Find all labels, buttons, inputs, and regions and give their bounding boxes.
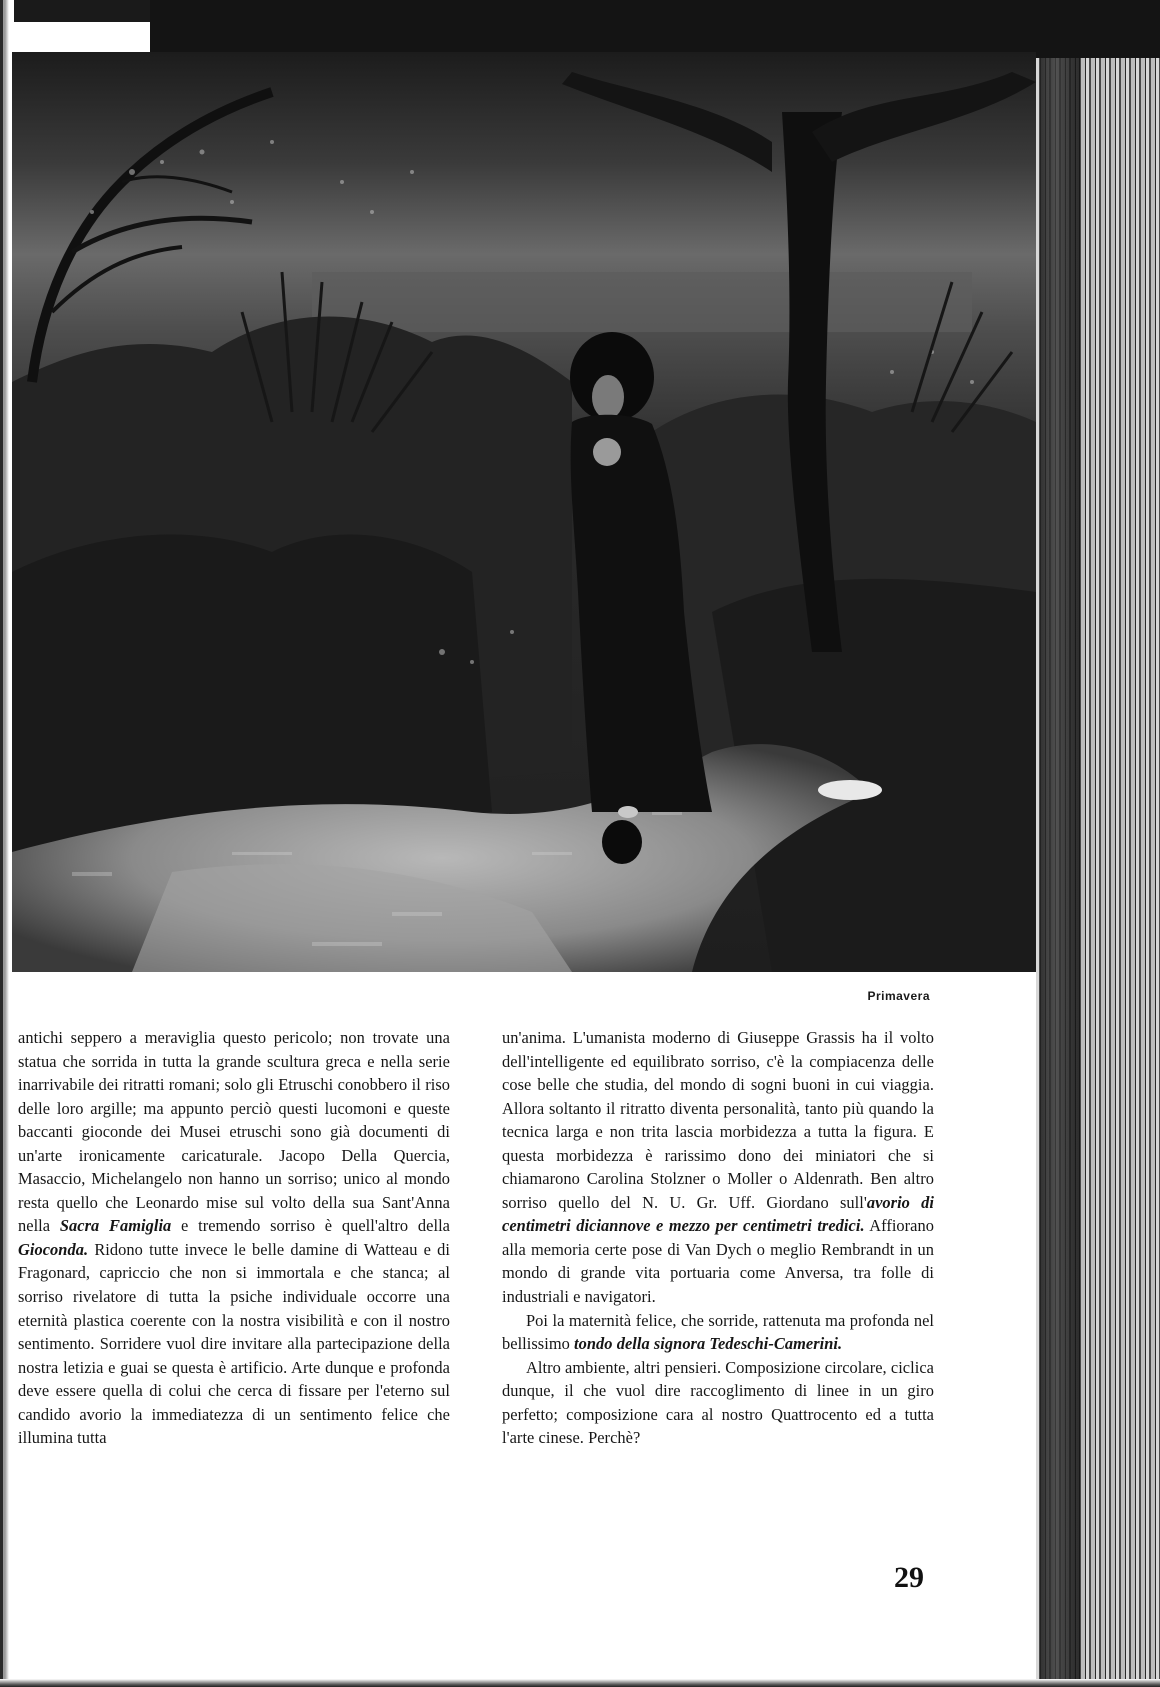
book-spine-shadow (1040, 58, 1080, 1687)
right-p3-text: Altro ambiente, altri pensieri. Composizione circolare, ciclica dunque, il che vuol dire raccoglimento di linee in un giro perfetto; composizione cara al nostro Quattrocento ed a tutta l'arte cinese. Perchè? (502, 1357, 934, 1448)
garden-photograph (12, 52, 1036, 972)
left-text-2: e tremendo sorriso è quell'altro della (181, 1216, 450, 1236)
left-text-1: antichi seppero a meraviglia questo pericolo; non trovate una statua che sorrida in tutta la grande scultura greca e nella serie inarrivabile dei ritratti romani; solo gli Etruschi conobbero il riso delle loro argille; ma appunto perciò questi lucomoni e queste baccanti gioconde dei Musei etruschi sono già documenti di un'arte ironicamente caricaturale. Jacopo Della Quercia, Masaccio, Michelangelo non hanno un sorriso; unico al mondo resta quello che Leonardo mise sul volto della sua Sant'Anna nella (18, 1028, 450, 1236)
right-p1-emphasis: avorio di centimetri diciannove e mezzo per centimetri tredici. (502, 1192, 934, 1236)
left-paragraph (18, 1026, 450, 1450)
right-p2-emphasis: tondo della signora Tedeschi-Camerini. (574, 1334, 843, 1354)
scan-border-top-left (0, 0, 150, 22)
right-paragraph-2 (502, 1309, 934, 1356)
left-title-gioconda: Gioconda. (18, 1239, 89, 1259)
scan-border-bottom (0, 1679, 1160, 1687)
right-p2-text: Poi la maternità felice, che sorride, rattenuta ma profonda nel bellissimo (502, 1310, 934, 1354)
left-title-sacra-famiglia: Sacra Famiglia (59, 1216, 172, 1236)
right-p1-text-b: Affiorano alla memoria certe pose di Van Dych o meglio Rembrandt in un mondo di grande vita portuaria come Anversa, tra folle di industriali e navigatori. (502, 1216, 934, 1307)
scan-border-top (150, 0, 1160, 58)
text-column-right (502, 1026, 934, 1450)
text-column-left (18, 1026, 450, 1450)
right-p1-text-a: un'anima. L'umanista moderno di Giuseppe Grassis ha il volto dell'intelligente ed equilibrato sorriso, c'è la compiacenza delle cose belle che studia, del mondo di sogni buoni in cui viaggia. Allora soltanto il ritratto diventa personalità, tanto più quando la tecnica larga e non trita lascia morbidezza a tutta la figura. E questa morbidezza è rarissimo dono dei miniatori che si chiamarono Carolina Stolzner o Moller o Aldenrath. Ben altro sorriso quello del N. U. Gr. Uff. Giordano sull' (502, 1028, 934, 1212)
photo-illustration (12, 52, 1036, 972)
right-paragraph-1 (502, 1026, 934, 1309)
page-number: 29 (894, 1561, 924, 1594)
left-text-3: Ridono tutte invece le belle damine di Watteau e di Fragonard, capriccio che non si immortala e che stanca; al sorriso rivelatore di tutta la psiche individuale occorre una eternità plastica coerente con la nostra visibilità e con il nostro sentimento. Sorridere vuol dire invitare alla partecipazione della nostra letizia e guai se questa è artificio. Arte dunque e profonda deve essere quella di colui che cerca di fissare per l'eterno sul candido avorio la immediatezza di un sentimento felice che illumina tutta (18, 1239, 450, 1448)
photo-caption: Primavera (867, 989, 930, 1003)
right-paragraph-3 (502, 1356, 934, 1450)
